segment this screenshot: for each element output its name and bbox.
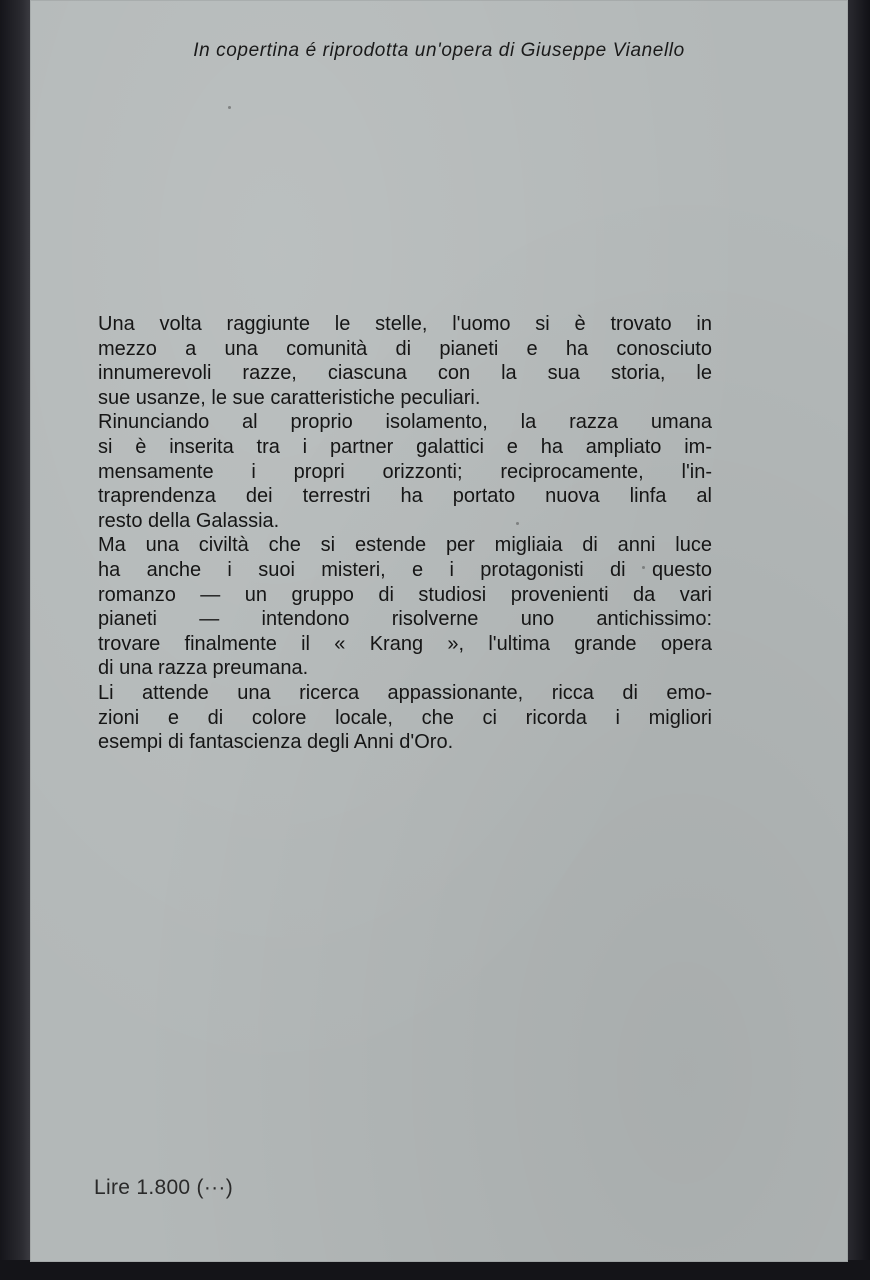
blurb-line: esempi di fantascienza degli Anni d'Oro.: [98, 731, 454, 754]
blurb-line: zioni e di colore locale, che ci ricorda i migliori: [98, 706, 712, 729]
book-spine-edge: [0, 0, 30, 1280]
blurb-line: Li attende una ricerca appassionante, ricca di emo-: [98, 681, 712, 704]
blurb-line: Rinunciando al proprio isolamento, la razza umana: [98, 411, 712, 434]
back-cover: [30, 0, 848, 1262]
blurb-line: traprendenza dei terrestri ha portato nuova linfa al: [98, 485, 712, 508]
book-right-edge: [848, 0, 870, 1280]
blurb-line: Una volta raggiunte le stelle, l'uomo si è trovato in: [98, 313, 712, 335]
blurb-line: Ma una civiltà che si estende per migliaia di anni luce: [98, 534, 712, 557]
paper-speck: [516, 522, 519, 525]
cover-credit: In copertina é riprodotta un'opera di Giuseppe Vianello: [193, 40, 685, 61]
blurb-line: ha anche i suoi misteri, e i protagonisti di questo: [98, 558, 712, 581]
blurb-line: mensamente i propri orizzonti; reciprocamente, l'in-: [98, 460, 712, 483]
blurb-line: si è inserita tra i partner galattici e ha ampliato im-: [98, 435, 712, 458]
blurb-line: innumerevoli razze, ciascuna con la sua storia, le: [98, 362, 712, 385]
blurb-line: pianeti — intendono risolverne uno antichissimo:: [98, 608, 712, 631]
paper-speck: [228, 106, 231, 109]
blurb-line: di una razza preumana.: [98, 657, 309, 680]
blurb-text: [98, 312, 712, 755]
blurb-line: trovare finalmente il « Krang », l'ultima grande opera: [98, 632, 712, 655]
blurb-line: romanzo — un gruppo di studiosi provenienti da vari: [98, 583, 712, 606]
price-label: Lire 1.800 (···): [94, 1176, 234, 1199]
blurb-line: sue usanze, le sue caratteristiche peculiari.: [98, 386, 481, 409]
book-bottom-edge: [0, 1260, 870, 1280]
paper-speck: [642, 566, 645, 569]
blurb-line: mezzo a una comunità di pianeti e ha conosciuto: [98, 337, 712, 360]
blurb-line: resto della Galassia.: [98, 509, 280, 532]
